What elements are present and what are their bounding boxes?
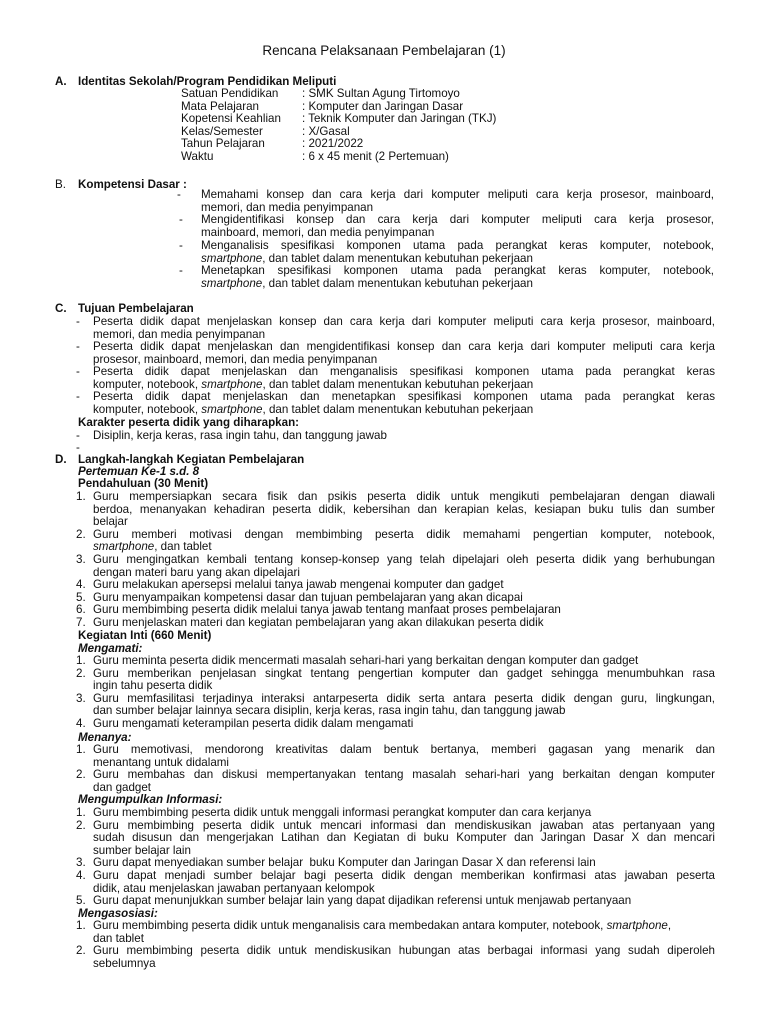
section-a-letter: A. [55,75,67,88]
list-item: - Menetapkan spesifikasi komponen utama pada perangkat keras komputer, notebook, smartphone, dan tablet dalam menentukan kebutuhan pekerjaan [179,264,714,290]
menanya-list [76,743,715,794]
menanya-heading: Menanya: [78,731,132,744]
list-item: 6. Guru membimbing peserta didik melalui tanya jawab tentang manfaat proses pembelajaran [76,603,561,617]
list-item: 1. Guru membimbing peserta didik untuk menganalisis cara membedakan antara komputer, notebook, smartphone, dan tablet [76,919,672,945]
karakter-heading: Karakter peserta didik yang diharapkan: [78,416,300,429]
list-item: 5. Guru dapat menunjukkan sumber belajar lain yang dapat dijadikan referensi untuk menjawab pertanyaan [76,894,632,908]
list-item: 2. Guru membahas dan diskusi mempertanyakan tentang masalah sehari-hari yang berkaitan dengan komputer dan gadget [76,768,715,794]
pendahuluan-heading: Pendahuluan (30 Menit) [78,477,209,490]
mengumpulkan-heading: Mengumpulkan Informasi: [78,793,223,806]
list-item: 3. Guru dapat menyediakan sumber belajar buku Komputer dan Jaringan Dasar X dan referensi lain [76,856,596,870]
list-item: 3. Guru memfasilitasi terjadinya interaksi antarpeserta didik serta antara peserta didik dengan guru, lingkungan, dan sumber belajar lainnya secara disiplin, kerja keras, rasa ingin tahu, dan tanggung jawab [76,691,715,718]
section-b-letter: B. [55,178,66,191]
identity-table [181,88,601,164]
section-c-heading: Tujuan Pembelajaran [78,302,194,315]
page-title: Rencana Pelaksanaan Pembelajaran (1) [262,43,506,58]
pendahuluan-list [76,490,715,630]
list-item: 2. Guru membimbing peserta didik untuk mencari informasi dan mendiskusikan jawaban atas pertanyaan yang sudah disusun dan mengerjakan Latihan dan Kegiatan di buku Komputer dan Jaringan Dasar X dan mencari sumber belajar lain [76,818,715,857]
karakter-item: Disiplin, kerja keras, rasa ingin tahu, dan tanggung jawab [93,429,387,442]
tujuan-list [76,315,715,416]
list-item: 2. Guru memberikan penjelasan singkat tentang pengertian komputer dan gadget sehingga menumbuhkan rasa ingin tahu peserta didik [76,666,715,693]
list-item: - Peserta didik dapat menjelaskan konsep dan cara kerja dari komputer meliputi cara kerja prosesor, mainboard, memori, dan media penyimpanan [76,315,715,341]
list-item: - Mengidentifikasi konsep dan cara kerja dari komputer meliputi cara kerja prosesor, mainboard, memori, dan media penyimpanan [179,213,714,239]
list-item: 2. Guru membimbing peserta didik untuk mendiskusikan hubungan atas berbagai informasi yang sudah diperoleh sebelumnya [76,944,715,970]
identity-label: Kopetensi Keahlian [181,112,281,126]
list-item: 1. Guru membimbing peserta didik untuk menggali informasi perangkat komputer dan cara kerjanya [76,806,592,819]
list-item: - Menganalisis spesifikasi komponen utama pada perangkat keras komputer, notebook, smartphone, dan tablet dalam menentukan kebutuhan pekerjaan [179,239,714,265]
section-c-letter: C. [55,302,67,315]
mengamati-heading: Mengamati: [78,642,143,655]
list-item: 4. Guru dapat menjadi sumber belajar bagi peserta didik dengan memberikan konfirmasi atas jawaban peserta didik, atau menjelaskan jawaban pertanyaan kelompok [76,868,715,895]
inti-heading: Kegiatan Inti (660 Menit) [78,629,212,642]
identity-row [181,113,601,126]
karakter-dash: - [76,429,80,442]
identity-label: Tahun Pelajaran [181,137,265,151]
identity-value: : X/Gasal [302,124,350,138]
identity-row [181,88,601,101]
list-item: 3. Guru mengingatkan kembali tentang konsep-konsep yang telah dipelajari oleh peserta didik yang berhubungan dengan materi baru yang akan dipelajari [76,552,715,579]
mengamati-list [76,654,715,731]
identity-value: : Teknik Komputer dan Jaringan (TKJ) [302,112,497,126]
list-item: - Peserta didik dapat menjelaskan dan menganalisis spesifikasi komponen utama pada perangkat keras komputer, notebook, smartphone, dan tablet dalam menentukan kebutuhan pekerjaan [76,365,715,391]
list-item: 4. Guru mengamati keterampilan peserta didik dalam mengamati [76,716,414,730]
section-a-heading: Identitas Sekolah/Program Pendidikan Meliputi [78,75,337,88]
pertemuan-label: Pertemuan Ke-1 s.d. 8 [78,465,200,478]
mengasosiasi-heading: Mengasosiasi: [78,907,158,920]
section-d-heading: Langkah-langkah Kegiatan Pembelajaran [78,453,305,466]
list-item: 2. Guru memberi motivasi dengan membimbing peserta didik memahami pengertian komputer, notebook, smartphone, dan tablet [76,527,715,554]
section-d-letter: D. [55,453,67,466]
mengasosiasi-list [76,919,715,970]
empty-dash: - [76,441,80,454]
identity-value: : Komputer dan Jaringan Dasar [302,99,464,113]
list-item: 7. Guru menjelaskan materi dan kegiatan pembelajaran yang akan dilakukan peserta didik [76,615,544,629]
identity-label: Kelas/Semester [181,124,263,138]
list-item: - Peserta didik dapat menjelaskan dan mengidentifikasi konsep dan cara kerja dari komputer meliputi cara kerja prosesor, mainboard, memori, dan media penyimpanan [76,340,715,366]
list-item: 4. Guru melakukan apersepsi melalui tanya jawab mengenai komputer dan gadget [76,578,504,592]
identity-value: : 6 x 45 menit (2 Pertemuan) [302,149,449,163]
list-item: 1. Guru meminta peserta didik mencermati masalah sehari-hari yang berkaitan dengan komputer dan gadget [76,654,639,667]
list-item: 1. Guru memotivasi, mendorong kreativitas dalam bentuk bertanya, memberi gagasan yang menarik dan menantang untuk didalami [76,743,715,769]
list-item: - Peserta didik dapat menjelaskan dan menetapkan spesifikasi komponen utama pada perangkat keras komputer, notebook, smartphone, dan tablet dalam menentukan kebutuhan pekerjaan [76,390,715,416]
identity-row [181,151,601,164]
list-item: 1. Guru mempersiapkan secara fisik dan psikis peserta didik untuk mengikuti pembelajaran dengan diawali berdoa, menanyakan kehadiran peserta didik, kebersihan dan kerapian kelas, kesiapan buku tulis dan sumber belajar [76,490,715,529]
identity-label: Waktu [181,149,214,163]
list-item: 5. Guru menyampaikan kompetensi dasar dan tujuan pembelajaran yang akan dicapai [76,590,523,604]
identity-label: Satuan Pendidikan [181,87,279,100]
identity-value: : SMK Sultan Agung Tirtomoyo [302,87,460,100]
section-b-heading: Kompetensi Dasar : [78,178,187,191]
identity-value: : 2021/2022 [302,137,364,151]
mengumpulkan-list [76,806,715,908]
identity-label: Mata Pelajaran [181,99,259,113]
kd-list [177,188,714,290]
list-item: - Memahami konsep dan cara kerja dari komputer meliputi cara kerja prosesor, mainboard, memori, dan media penyimpanan [177,188,714,214]
